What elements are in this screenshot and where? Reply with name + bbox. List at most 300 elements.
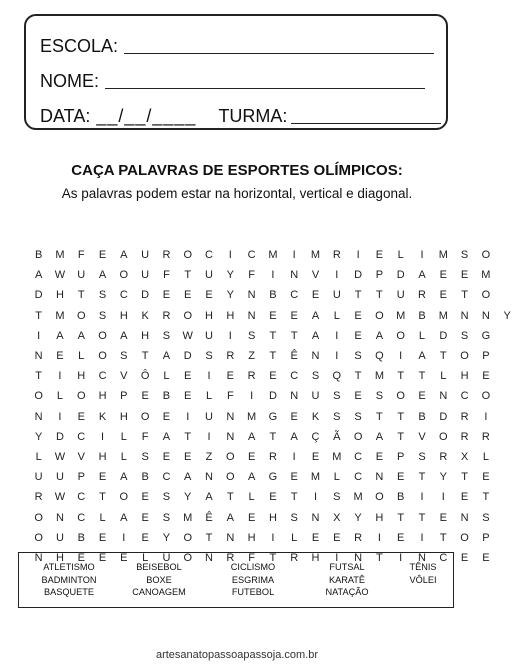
grid-letter[interactable]: I: [441, 491, 445, 504]
grid-letter[interactable]: Y: [354, 511, 362, 524]
grid-letter[interactable]: Q: [375, 350, 384, 363]
grid-letter[interactable]: D: [34, 289, 43, 302]
grid-letter[interactable]: L: [440, 370, 447, 383]
grid-letter[interactable]: P: [120, 390, 128, 403]
grid-letter[interactable]: B: [418, 410, 426, 423]
grid-letter[interactable]: I: [377, 531, 381, 544]
grid-letter[interactable]: O: [34, 511, 43, 524]
grid-letter[interactable]: B: [141, 471, 149, 484]
grid-letter[interactable]: H: [98, 450, 107, 463]
grid-letter[interactable]: D: [55, 430, 64, 443]
grid-letter[interactable]: N: [226, 430, 235, 443]
grid-letter[interactable]: N: [205, 551, 213, 564]
grid-letter[interactable]: U: [55, 531, 64, 544]
grid-letter[interactable]: D: [439, 410, 448, 423]
grid-letter[interactable]: T: [226, 491, 234, 504]
grid-letter[interactable]: I: [399, 350, 403, 363]
grid-letter[interactable]: S: [460, 329, 469, 342]
grid-letter[interactable]: S: [333, 390, 341, 403]
grid-letter[interactable]: T: [461, 471, 468, 484]
grid-letter[interactable]: O: [119, 491, 129, 504]
grid-letter[interactable]: G: [268, 471, 278, 484]
grid-letter[interactable]: H: [247, 531, 256, 544]
grid-letter[interactable]: N: [34, 410, 43, 423]
grid-letter[interactable]: C: [162, 471, 171, 484]
grid-letter[interactable]: U: [34, 471, 43, 484]
grid-letter[interactable]: O: [76, 309, 86, 322]
grid-letter[interactable]: T: [269, 350, 277, 363]
grid-letter[interactable]: A: [184, 471, 192, 484]
grid-letter[interactable]: G: [268, 410, 278, 423]
grid-letter[interactable]: E: [98, 471, 107, 484]
grid-letter[interactable]: F: [226, 390, 234, 403]
grid-letter[interactable]: E: [269, 309, 277, 322]
grid-letter[interactable]: A: [418, 350, 426, 363]
grid-letter[interactable]: C: [247, 249, 256, 262]
grid-letter[interactable]: R: [268, 450, 277, 463]
grid-letter[interactable]: A: [56, 329, 64, 342]
grid-letter[interactable]: T: [184, 430, 192, 443]
grid-letter[interactable]: I: [420, 531, 424, 544]
grid-letter[interactable]: M: [247, 410, 257, 423]
grid-letter[interactable]: O: [439, 430, 448, 443]
grid-letter[interactable]: A: [34, 269, 43, 282]
grid-letter[interactable]: P: [482, 531, 490, 544]
grid-letter[interactable]: I: [271, 531, 275, 544]
grid-letter[interactable]: U: [332, 289, 341, 302]
grid-letter[interactable]: T: [418, 471, 426, 484]
grid-letter[interactable]: O: [353, 430, 363, 443]
grid-letter[interactable]: E: [120, 551, 128, 564]
grid-letter[interactable]: L: [205, 390, 213, 403]
grid-letter[interactable]: C: [460, 390, 469, 403]
grid-letter[interactable]: U: [396, 289, 405, 302]
grid-letter[interactable]: C: [354, 471, 363, 484]
grid-letter[interactable]: Ô: [140, 370, 150, 383]
grid-letter[interactable]: C: [354, 450, 363, 463]
grid-letter[interactable]: O: [481, 289, 491, 302]
grid-letter[interactable]: C: [77, 511, 86, 524]
grid-letter[interactable]: L: [418, 329, 426, 342]
grid-letter[interactable]: A: [120, 471, 128, 484]
grid-letter[interactable]: E: [290, 309, 298, 322]
grid-letter[interactable]: O: [98, 350, 107, 363]
grid-letter[interactable]: S: [98, 309, 107, 322]
grid-letter[interactable]: K: [141, 309, 149, 322]
grid-letter[interactable]: S: [460, 249, 469, 262]
grid-letter[interactable]: S: [205, 350, 213, 363]
grid-letter[interactable]: S: [141, 450, 149, 463]
grid-letter[interactable]: T: [290, 329, 298, 342]
grid-letter[interactable]: E: [439, 269, 447, 282]
grid-letter[interactable]: Y: [162, 531, 171, 544]
grid-letter[interactable]: N: [481, 309, 490, 322]
grid-letter[interactable]: X: [333, 511, 341, 524]
grid-letter[interactable]: E: [184, 289, 192, 302]
grid-letter[interactable]: I: [207, 430, 211, 443]
grid-letter[interactable]: C: [119, 289, 128, 302]
grid-letter[interactable]: I: [356, 249, 360, 262]
grid-letter[interactable]: M: [374, 370, 384, 383]
grid-letter[interactable]: O: [140, 410, 150, 423]
grid-letter[interactable]: R: [418, 289, 426, 302]
grid-letter[interactable]: Y: [184, 491, 192, 504]
grid-letter[interactable]: E: [98, 551, 107, 564]
grid-letter[interactable]: T: [376, 289, 383, 302]
grid-letter[interactable]: U: [205, 410, 213, 423]
grid-letter[interactable]: A: [162, 430, 171, 443]
grid-letter[interactable]: I: [186, 410, 190, 423]
grid-letter[interactable]: T: [397, 370, 405, 383]
grid-letter[interactable]: L: [163, 370, 170, 383]
grid-letter[interactable]: N: [226, 410, 235, 423]
grid-letter[interactable]: U: [205, 269, 213, 282]
grid-letter[interactable]: B: [77, 531, 85, 544]
grid-letter[interactable]: N: [247, 289, 256, 302]
grid-letter[interactable]: R: [354, 531, 363, 544]
grid-letter[interactable]: H: [119, 410, 128, 423]
grid-letter[interactable]: H: [119, 309, 128, 322]
grid-letter[interactable]: E: [375, 249, 384, 262]
grid-letter[interactable]: P: [375, 269, 384, 282]
grid-letter[interactable]: Y: [503, 309, 511, 322]
grid-letter[interactable]: I: [292, 249, 296, 262]
grid-letter[interactable]: E: [184, 370, 192, 383]
grid-letter[interactable]: L: [99, 511, 106, 524]
grid-letter[interactable]: T: [205, 531, 213, 544]
grid-letter[interactable]: O: [460, 350, 469, 363]
grid-letter[interactable]: H: [77, 370, 86, 383]
grid-letter[interactable]: E: [141, 511, 149, 524]
grid-letter[interactable]: E: [418, 390, 426, 403]
grid-letter[interactable]: R: [290, 551, 299, 564]
grid-letter[interactable]: U: [205, 329, 213, 342]
grid-letter[interactable]: E: [439, 289, 447, 302]
grid-letter[interactable]: S: [120, 350, 128, 363]
grid-letter[interactable]: S: [333, 410, 341, 423]
grid-letter[interactable]: R: [226, 350, 235, 363]
grid-letter[interactable]: R: [481, 430, 490, 443]
grid-letter[interactable]: O: [183, 531, 192, 544]
grid-letter[interactable]: M: [310, 471, 321, 484]
grid-letter[interactable]: N: [375, 471, 384, 484]
grid-letter[interactable]: G: [481, 329, 491, 342]
grid-letter[interactable]: T: [269, 430, 277, 443]
grid-letter[interactable]: T: [141, 350, 149, 363]
grid-letter[interactable]: I: [420, 249, 424, 262]
grid-letter[interactable]: E: [460, 269, 469, 282]
grid-letter[interactable]: R: [460, 430, 469, 443]
grid-letter[interactable]: S: [333, 491, 341, 504]
grid-letter[interactable]: L: [56, 390, 63, 403]
grid-letter[interactable]: E: [354, 390, 362, 403]
grid-letter[interactable]: D: [183, 350, 192, 363]
grid-letter[interactable]: R: [162, 309, 171, 322]
grid-letter[interactable]: R: [162, 249, 171, 262]
grid-letter[interactable]: D: [268, 390, 277, 403]
grid-letter[interactable]: F: [248, 551, 255, 564]
grid-letter[interactable]: I: [484, 410, 488, 423]
grid-letter[interactable]: I: [37, 329, 41, 342]
grid-letter[interactable]: O: [183, 309, 192, 322]
grid-letter[interactable]: U: [141, 269, 150, 282]
grid-letter[interactable]: U: [77, 269, 86, 282]
grid-letter[interactable]: A: [311, 329, 320, 342]
grid-letter[interactable]: S: [98, 289, 107, 302]
grid-letter[interactable]: W: [54, 450, 66, 463]
grid-letter[interactable]: Q: [332, 370, 342, 383]
grid-letter[interactable]: R: [332, 249, 341, 262]
grid-letter[interactable]: M: [481, 269, 491, 282]
grid-letter[interactable]: S: [290, 511, 298, 524]
grid-letter[interactable]: H: [268, 511, 277, 524]
grid-letter[interactable]: E: [247, 450, 256, 463]
grid-letter[interactable]: E: [311, 289, 320, 302]
grid-letter[interactable]: Ê: [290, 350, 298, 363]
grid-letter[interactable]: B: [34, 249, 43, 262]
grid-letter[interactable]: A: [162, 350, 171, 363]
grid-letter[interactable]: L: [397, 249, 404, 262]
grid-letter[interactable]: C: [205, 249, 213, 262]
grid-letter[interactable]: E: [311, 531, 320, 544]
grid-letter[interactable]: O: [481, 390, 491, 403]
name-field[interactable]: [105, 88, 425, 89]
grid-letter[interactable]: O: [226, 471, 235, 484]
grid-letter[interactable]: R: [226, 551, 235, 564]
grid-letter[interactable]: E: [98, 249, 107, 262]
grid-letter[interactable]: V: [311, 269, 320, 282]
grid-letter[interactable]: N: [247, 309, 256, 322]
grid-letter[interactable]: I: [101, 430, 105, 443]
grid-letter[interactable]: P: [77, 471, 85, 484]
grid-letter[interactable]: T: [376, 410, 383, 423]
grid-letter[interactable]: I: [207, 370, 211, 383]
grid-letter[interactable]: S: [311, 370, 320, 383]
grid-letter[interactable]: I: [313, 491, 318, 504]
grid-letter[interactable]: R: [247, 370, 256, 383]
grid-letter[interactable]: I: [399, 551, 403, 564]
grid-letter[interactable]: A: [290, 430, 298, 443]
grid-letter[interactable]: N: [290, 390, 299, 403]
grid-letter[interactable]: R: [460, 410, 469, 423]
grid-letter[interactable]: E: [482, 551, 490, 564]
grid-letter[interactable]: D: [439, 329, 448, 342]
grid-letter[interactable]: N: [460, 309, 469, 322]
grid-letter[interactable]: O: [375, 491, 384, 504]
grid-letter[interactable]: Z: [248, 350, 255, 363]
grid-letter[interactable]: E: [56, 350, 64, 363]
grid-letter[interactable]: E: [333, 531, 341, 544]
grid-letter[interactable]: K: [98, 410, 107, 423]
grid-letter[interactable]: E: [439, 511, 447, 524]
grid-letter[interactable]: T: [35, 309, 43, 322]
grid-letter[interactable]: S: [162, 511, 171, 524]
grid-letter[interactable]: A: [226, 511, 234, 524]
grid-letter[interactable]: H: [375, 511, 384, 524]
grid-letter[interactable]: E: [311, 450, 320, 463]
grid-letter[interactable]: X: [460, 450, 469, 463]
grid-letter[interactable]: R: [439, 450, 448, 463]
grid-letter[interactable]: I: [420, 491, 424, 504]
grid-letter[interactable]: S: [247, 329, 256, 342]
grid-letter[interactable]: W: [54, 491, 66, 504]
grid-letter[interactable]: L: [333, 309, 340, 322]
grid-letter[interactable]: T: [184, 269, 192, 282]
grid-letter[interactable]: M: [310, 249, 321, 262]
grid-letter[interactable]: E: [226, 370, 234, 383]
grid-letter[interactable]: A: [418, 269, 426, 282]
grid-letter[interactable]: Y: [226, 289, 234, 302]
grid-letter[interactable]: O: [396, 329, 405, 342]
grid-letter[interactable]: O: [34, 390, 43, 403]
grid-letter[interactable]: T: [439, 350, 447, 363]
grid-letter[interactable]: I: [122, 531, 126, 544]
grid-letter[interactable]: T: [290, 491, 298, 504]
grid-letter[interactable]: M: [332, 450, 342, 463]
grid-letter[interactable]: L: [35, 450, 42, 463]
grid-letter[interactable]: A: [98, 269, 107, 282]
grid-letter[interactable]: H: [55, 551, 64, 564]
grid-letter[interactable]: O: [481, 249, 491, 262]
grid-letter[interactable]: I: [228, 249, 232, 262]
grid-letter[interactable]: N: [311, 511, 320, 524]
grid-letter[interactable]: F: [248, 269, 255, 282]
grid-letter[interactable]: A: [120, 329, 128, 342]
grid-letter[interactable]: F: [77, 249, 85, 262]
grid-letter[interactable]: I: [228, 329, 232, 342]
grid-letter[interactable]: E: [482, 370, 490, 383]
grid-letter[interactable]: U: [141, 249, 150, 262]
grid-letter[interactable]: N: [354, 551, 363, 564]
grid-letter[interactable]: Y: [34, 430, 43, 443]
grid-letter[interactable]: M: [438, 249, 448, 262]
grid-letter[interactable]: E: [162, 410, 171, 423]
grid-letter[interactable]: H: [98, 390, 107, 403]
grid-letter[interactable]: Ç: [311, 430, 320, 443]
grid-letter[interactable]: T: [397, 410, 405, 423]
grid-letter[interactable]: M: [183, 511, 193, 524]
grid-letter[interactable]: N: [55, 511, 64, 524]
grid-letter[interactable]: N: [311, 350, 320, 363]
grid-letter[interactable]: K: [311, 410, 320, 423]
grid-letter[interactable]: A: [311, 309, 320, 322]
grid-letter[interactable]: F: [163, 269, 170, 282]
grid-letter[interactable]: E: [397, 531, 405, 544]
grid-letter[interactable]: V: [77, 450, 85, 463]
grid-letter[interactable]: Ã: [333, 430, 341, 443]
grid-letter[interactable]: H: [55, 289, 64, 302]
grid-letter[interactable]: O: [183, 249, 192, 262]
grid-letter[interactable]: E: [269, 491, 277, 504]
grid-letter[interactable]: E: [290, 471, 298, 484]
grid-letter[interactable]: E: [460, 491, 469, 504]
grid-letter[interactable]: L: [120, 450, 127, 463]
grid-letter[interactable]: A: [77, 329, 85, 342]
grid-letter[interactable]: B: [397, 491, 405, 504]
grid-letter[interactable]: O: [460, 531, 469, 544]
grid-letter[interactable]: V: [120, 370, 128, 383]
grid-letter[interactable]: O: [226, 450, 235, 463]
grid-letter[interactable]: I: [335, 329, 339, 342]
grid-letter[interactable]: C: [290, 289, 299, 302]
grid-letter[interactable]: N: [460, 511, 469, 524]
grid-letter[interactable]: O: [98, 329, 107, 342]
grid-letter[interactable]: A: [375, 329, 384, 342]
grid-letter[interactable]: O: [76, 390, 86, 403]
grid-letter[interactable]: E: [247, 511, 256, 524]
grid-letter[interactable]: T: [461, 289, 468, 302]
grid-letter[interactable]: O: [375, 309, 384, 322]
date-field[interactable]: __/__/____: [96, 106, 197, 126]
grid-letter[interactable]: C: [439, 551, 448, 564]
grid-letter[interactable]: N: [290, 269, 299, 282]
grid-letter[interactable]: I: [292, 450, 296, 463]
grid-letter[interactable]: Y: [226, 269, 234, 282]
grid-letter[interactable]: E: [141, 390, 149, 403]
grid-letter[interactable]: I: [271, 269, 275, 282]
grid-letter[interactable]: T: [354, 289, 362, 302]
grid-letter[interactable]: T: [77, 289, 85, 302]
grid-letter[interactable]: L: [142, 551, 149, 564]
grid-letter[interactable]: T: [35, 370, 43, 383]
grid-letter[interactable]: A: [120, 511, 128, 524]
grid-letter[interactable]: O: [119, 269, 129, 282]
grid-letter[interactable]: M: [438, 309, 448, 322]
grid-letter[interactable]: B: [418, 309, 426, 322]
grid-letter[interactable]: E: [375, 450, 384, 463]
grid-letter[interactable]: V: [418, 430, 426, 443]
school-field[interactable]: [124, 53, 434, 54]
grid-letter[interactable]: H: [205, 309, 213, 322]
grid-letter[interactable]: H: [226, 309, 235, 322]
grid-letter[interactable]: D: [396, 269, 405, 282]
grid-letter[interactable]: E: [269, 370, 277, 383]
grid-letter[interactable]: S: [375, 390, 384, 403]
grid-letter[interactable]: B: [162, 390, 171, 403]
grid-letter[interactable]: M: [55, 309, 65, 322]
grid-letter[interactable]: R: [34, 491, 43, 504]
grid-letter[interactable]: T: [397, 511, 405, 524]
grid-letter[interactable]: N: [418, 551, 426, 564]
grid-letter[interactable]: S: [482, 511, 490, 524]
grid-letter[interactable]: M: [268, 249, 278, 262]
class-field[interactable]: [291, 123, 441, 124]
grid-letter[interactable]: U: [162, 551, 171, 564]
grid-letter[interactable]: S: [162, 329, 171, 342]
grid-letter[interactable]: N: [226, 531, 235, 544]
grid-letter[interactable]: W: [54, 269, 66, 282]
grid-letter[interactable]: O: [34, 531, 43, 544]
grid-letter[interactable]: T: [99, 491, 106, 504]
grid-letter[interactable]: M: [353, 491, 363, 504]
grid-letter[interactable]: H: [311, 551, 320, 564]
grid-letter[interactable]: D: [141, 289, 150, 302]
grid-letter[interactable]: I: [58, 410, 62, 423]
grid-letter[interactable]: E: [98, 531, 107, 544]
grid-letter[interactable]: L: [120, 430, 127, 443]
grid-letter[interactable]: N: [34, 551, 43, 564]
grid-letter[interactable]: E: [460, 551, 469, 564]
grid-letter[interactable]: U: [311, 390, 320, 403]
grid-letter[interactable]: T: [269, 551, 277, 564]
grid-letter[interactable]: U: [55, 471, 64, 484]
grid-letter[interactable]: I: [335, 269, 339, 282]
grid-letter[interactable]: E: [141, 531, 149, 544]
grid-letter[interactable]: M: [396, 309, 406, 322]
grid-letter[interactable]: Y: [439, 471, 447, 484]
grid-letter[interactable]: T: [439, 531, 447, 544]
grid-letter[interactable]: E: [354, 329, 362, 342]
